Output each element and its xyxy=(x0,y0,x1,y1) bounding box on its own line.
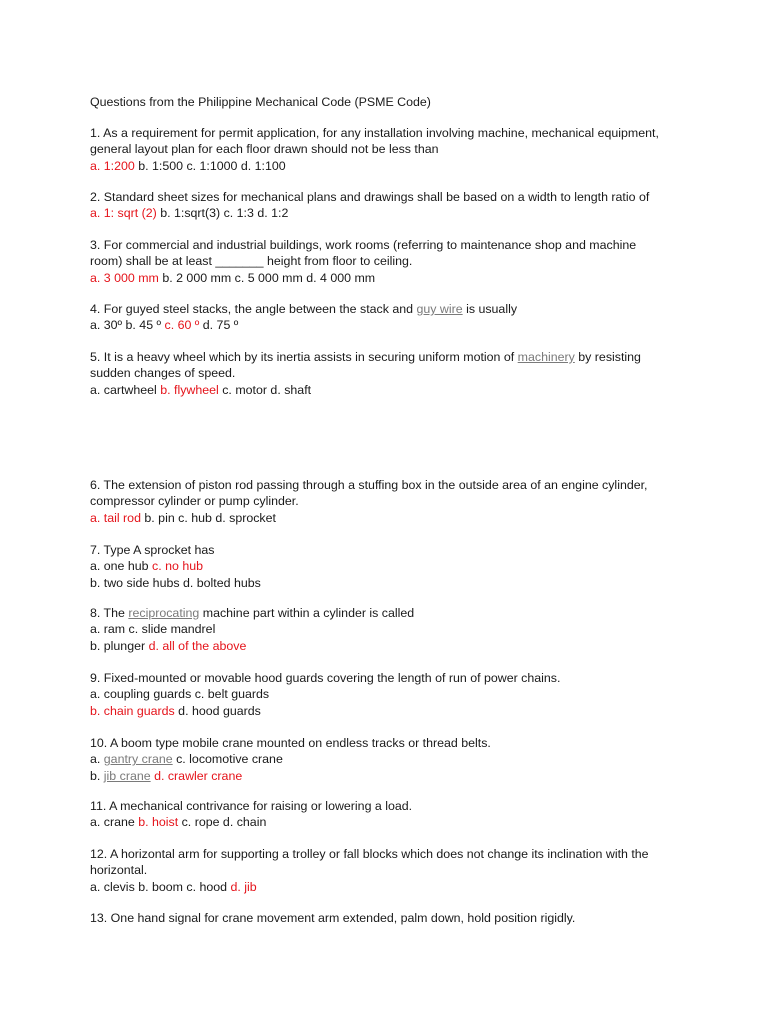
question-6 xyxy=(90,477,690,526)
q9-options: d. hood guards xyxy=(174,703,261,718)
question-2 xyxy=(90,189,690,222)
q2-answer: a. 1: sqrt (2) xyxy=(90,206,157,221)
q9-line-1: 9. Fixed-mounted or movable hood guards covering the length of run of power chains. xyxy=(90,671,561,685)
q3-line-1: 3. For commercial and industrial buildings, work rooms (referring to maintenance shop and machine xyxy=(90,238,637,252)
q8-text-post: machine part within a cylinder is called xyxy=(199,606,415,620)
q11-answer: b. hoist xyxy=(138,815,179,830)
question-5 xyxy=(90,349,690,398)
q1-options: b. 1:500 c. 1:1000 d. 1:100 xyxy=(134,158,286,173)
q7-answer: c. no hub xyxy=(152,559,203,574)
guy-wire-link[interactable]: guy wire xyxy=(416,302,463,316)
q1-line-1: 1. As a requirement for permit application, for any installation involving machine, mechanical equipment, xyxy=(90,126,659,140)
q9-answer: b. chain guards xyxy=(90,703,175,718)
q5-option-a: a. cartwheel xyxy=(90,382,161,397)
q8-text-pre: 8. The xyxy=(90,606,129,620)
question-11 xyxy=(90,798,690,831)
q4-option-d: d. 75 º xyxy=(199,318,239,333)
q12-line-2: horizontal. xyxy=(90,863,148,878)
q10-b-prefix: b. xyxy=(90,768,104,783)
jib-crane-link[interactable]: jib crane xyxy=(103,768,151,783)
q6-line-2: compressor cylinder or pump cylinder. xyxy=(90,494,299,509)
q7-line-3: b. two side hubs d. bolted hubs xyxy=(90,575,261,590)
q10-answer: d. crawler crane xyxy=(154,768,243,783)
q4-text-pre: 4. For guyed steel stacks, the angle between the stack and xyxy=(90,302,417,316)
q1-line-2: general layout plan for each floor drawn should not be less than xyxy=(90,142,439,157)
q11-option-a: a. crane xyxy=(90,815,139,830)
q4-answer: c. 60 º xyxy=(164,318,200,333)
q7-option-a: a. one hub xyxy=(90,559,153,574)
q12-line-1: 12. A horizontal arm for supporting a trolley or fall blocks which does not change its inclination with the xyxy=(90,847,649,861)
question-12 xyxy=(90,846,690,895)
question-9 xyxy=(90,670,690,719)
q3-line-2: room) shall be at least _______ height from floor to ceiling. xyxy=(90,254,413,269)
q13-line-1: 13. One hand signal for crane movement arm extended, palm down, hold position rigidly. xyxy=(90,911,576,925)
q3-answer: a. 3 000 mm xyxy=(90,270,159,285)
q7-line-1: 7. Type A sprocket has xyxy=(90,543,215,557)
question-7 xyxy=(90,542,690,591)
reciprocating-link[interactable]: reciprocating xyxy=(128,606,200,620)
q12-answer: d. jib xyxy=(230,879,257,894)
q10-line-1: 10. A boom type mobile crane mounted on endless tracks or thread belts. xyxy=(90,736,491,750)
q5-line-2: sudden changes of speed. xyxy=(90,366,236,381)
q6-options: b. pin c. hub d. sprocket xyxy=(140,510,276,525)
question-8 xyxy=(90,605,690,654)
q4-options-ab: a. 30º b. 45 º xyxy=(90,318,165,333)
q4-text-post: is usually xyxy=(462,302,518,316)
q5-text-pre: 5. It is a heavy wheel which by its inertia assists in securing uniform motion of xyxy=(90,350,518,364)
q8-answer: d. all of the above xyxy=(148,638,247,653)
q2-line-1: 2. Standard sheet sizes for mechanical plans and drawings shall be based on a width to length ratio of xyxy=(90,190,650,204)
q11-line-1: 11. A mechanical contrivance for raising or lowering a load. xyxy=(90,799,413,813)
document-title: Questions from the Philippine Mechanical Code (PSME Code) xyxy=(90,95,431,109)
q12-options: a. clevis b. boom c. hood xyxy=(90,879,231,894)
q2-options: b. 1:sqrt(3) c. 1:3 d. 1:2 xyxy=(156,206,289,221)
q10-a-prefix: a. xyxy=(90,752,104,767)
q3-options: b. 2 000 mm c. 5 000 mm d. 4 000 mm xyxy=(158,270,376,285)
question-10 xyxy=(90,735,690,784)
question-3 xyxy=(90,237,690,286)
question-13 xyxy=(90,910,690,926)
q5-text-post: by resisting xyxy=(574,350,641,364)
q6-answer: a. tail rod xyxy=(90,510,141,525)
gantry-crane-link[interactable]: gantry crane xyxy=(103,752,173,767)
question-1 xyxy=(90,125,690,174)
q6-line-1: 6. The extension of piston rod passing through a stuffing box in the outside area of an engine cylinder, xyxy=(90,478,648,492)
question-4 xyxy=(90,301,690,334)
q5-options: c. motor d. shaft xyxy=(218,382,312,397)
machinery-link[interactable]: machinery xyxy=(517,350,575,364)
q5-answer: b. flywheel xyxy=(160,382,219,397)
q8-line-2: a. ram c. slide mandrel xyxy=(90,622,216,637)
q8-option-b: b. plunger xyxy=(90,638,149,653)
q9-line-2: a. coupling guards c. belt guards xyxy=(90,687,270,702)
q11-options: c. rope d. chain xyxy=(178,815,267,830)
q1-answer: a. 1:200 xyxy=(90,158,135,173)
q10-a-rest: c. locomotive crane xyxy=(172,752,283,767)
